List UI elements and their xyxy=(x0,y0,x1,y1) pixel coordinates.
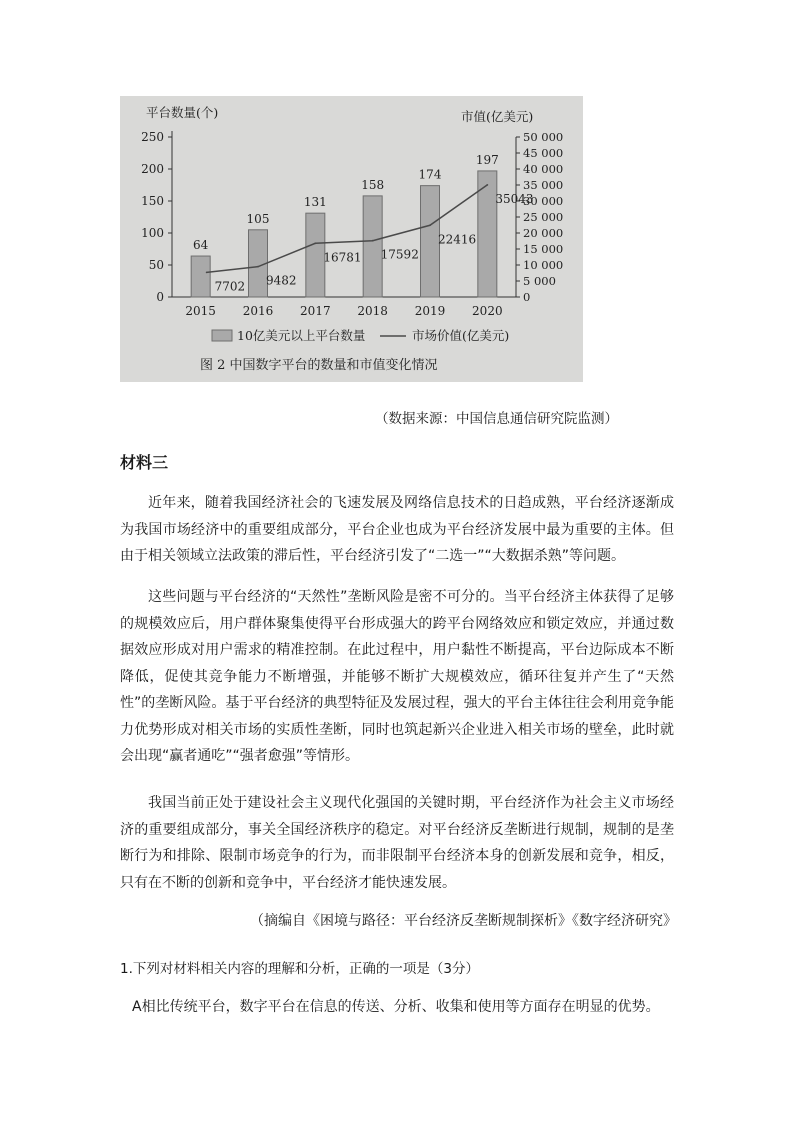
chart-figure xyxy=(120,96,583,382)
excerpt-source: （摘编自《困境与路径：平台经济反垄断规制探析》《数字经济研究》 xyxy=(250,913,677,929)
bar-value-label: 64 xyxy=(193,238,209,253)
right-tick-label: 25 000 xyxy=(523,210,564,224)
line-value-label: 9482 xyxy=(266,273,297,288)
left-tick-label: 250 xyxy=(141,130,164,144)
left-tick-label: 200 xyxy=(141,162,164,176)
line-point-2020 xyxy=(486,184,488,186)
material-title: 材料三 xyxy=(120,453,169,472)
data-source-note: （数据来源：中国信息通信研究院监测） xyxy=(375,411,618,427)
question-1: 1.下列对材料相关内容的理解和分析，正确的一项是（3分） xyxy=(120,961,479,977)
line-value-label: 16781 xyxy=(323,250,362,265)
x-tick-label: 2015 xyxy=(185,304,216,318)
line-value-label: 7702 xyxy=(214,279,246,294)
line-value-label: 17592 xyxy=(380,247,419,262)
right-tick-label: 45 000 xyxy=(523,146,564,160)
right-tick-label: 0 xyxy=(523,290,531,304)
line-value-label: 22416 xyxy=(438,232,477,247)
option-a: A相比传统平台，数字平台在信息的传送、分析、收集和使用等方面存在明显的优势。 xyxy=(132,999,660,1015)
bar-value-label: 197 xyxy=(475,152,499,167)
legend-line-label: 市场价值(亿美元) xyxy=(412,328,510,343)
bar-value-label: 174 xyxy=(418,167,442,182)
right-tick-label: 30 000 xyxy=(523,194,564,208)
right-tick-label: 40 000 xyxy=(523,162,564,176)
bar-2015 xyxy=(191,256,210,297)
left-tick-label: 150 xyxy=(141,194,164,208)
figure-caption: 图 2 中国数字平台的数量和市值变化情况 xyxy=(200,358,438,373)
paragraph-1: 近年来，随着我国经济社会的飞速发展及网络信息技术的日趋成熟，平台经济逐渐成为我国市场经济中的重要组成部分，平台企业也成为平台经济发展中最为重要的主体。但由于相关领域立法政策的滞后性，平台经济引发了“二选一”“大数据杀熟”等问题。 xyxy=(120,495,674,564)
line-point-2016 xyxy=(257,266,259,268)
right-tick-label: 50 000 xyxy=(523,130,564,144)
legend-bar-label: 10亿美元以上平台数量 xyxy=(237,328,366,343)
legend-bar-swatch xyxy=(212,330,232,341)
right-axis-title: 市值(亿美元) xyxy=(461,109,534,124)
left-tick-label: 50 xyxy=(148,258,164,272)
line-value-label: 35043 xyxy=(495,191,534,206)
right-tick-label: 20 000 xyxy=(523,226,564,240)
right-tick-label: 35 000 xyxy=(523,178,564,192)
line-point-2019 xyxy=(429,224,431,226)
bar-line-chart xyxy=(120,96,583,382)
line-point-2017 xyxy=(314,242,316,244)
paragraph-3: 我国当前正处于建设社会主义现代化强国的关键时期，平台经济作为社会主义市场经济的重要组成部分，事关全国经济秩序的稳定。对平台经济反垄断进行规制，规制的是垄断行为和排除、限制市场竞争的行为，而非限制平台经济本身的创新发展和竞争，相反，只有在不断的创新和竞争中，平台经济才能快速发展。 xyxy=(120,795,674,891)
x-tick-label: 2019 xyxy=(414,304,446,318)
bar-value-label: 105 xyxy=(246,211,270,226)
x-tick-label: 2020 xyxy=(472,304,503,318)
left-axis-title: 平台数量(个) xyxy=(146,105,219,120)
x-tick-label: 2018 xyxy=(357,304,388,318)
line-point-2015 xyxy=(206,271,208,273)
left-tick-label: 100 xyxy=(141,226,164,240)
left-tick-label: 0 xyxy=(156,290,164,304)
bar-2019 xyxy=(421,186,440,297)
x-tick-label: 2017 xyxy=(300,304,331,318)
bar-value-label: 158 xyxy=(361,177,385,192)
right-tick-label: 5 000 xyxy=(523,274,556,288)
paragraph-2: 这些问题与平台经济的“天然性”垄断风险是密不可分的。当平台经济主体获得了足够的规模效应后，用户群体聚集使得平台形成强大的跨平台网络效应和锁定效应，并通过数据效应形成对用户需求的精准控制。在此过程中，用户黏性不断提高，平台边际成本不断降低，促使其竞争能力不断增强，并能够不断扩大规模效应，循环往复并产生了“天然性”的垄断风险。基于平台经济的典型特征及发展过程，强大的平台主体往往会利用竞争能力优势形成对相关市场的实质性垄断，同时也筑起新兴企业进入相关市场的壁垒，此时就会出现“赢者通吃”“强者愈强”等情形。 xyxy=(120,589,674,764)
line-point-2018 xyxy=(372,240,374,242)
bar-value-label: 131 xyxy=(303,195,327,210)
x-tick-label: 2016 xyxy=(242,304,274,318)
bar-2018 xyxy=(363,196,382,297)
bar-2017 xyxy=(306,213,325,297)
right-tick-label: 10 000 xyxy=(523,258,564,272)
right-tick-label: 15 000 xyxy=(523,242,564,256)
